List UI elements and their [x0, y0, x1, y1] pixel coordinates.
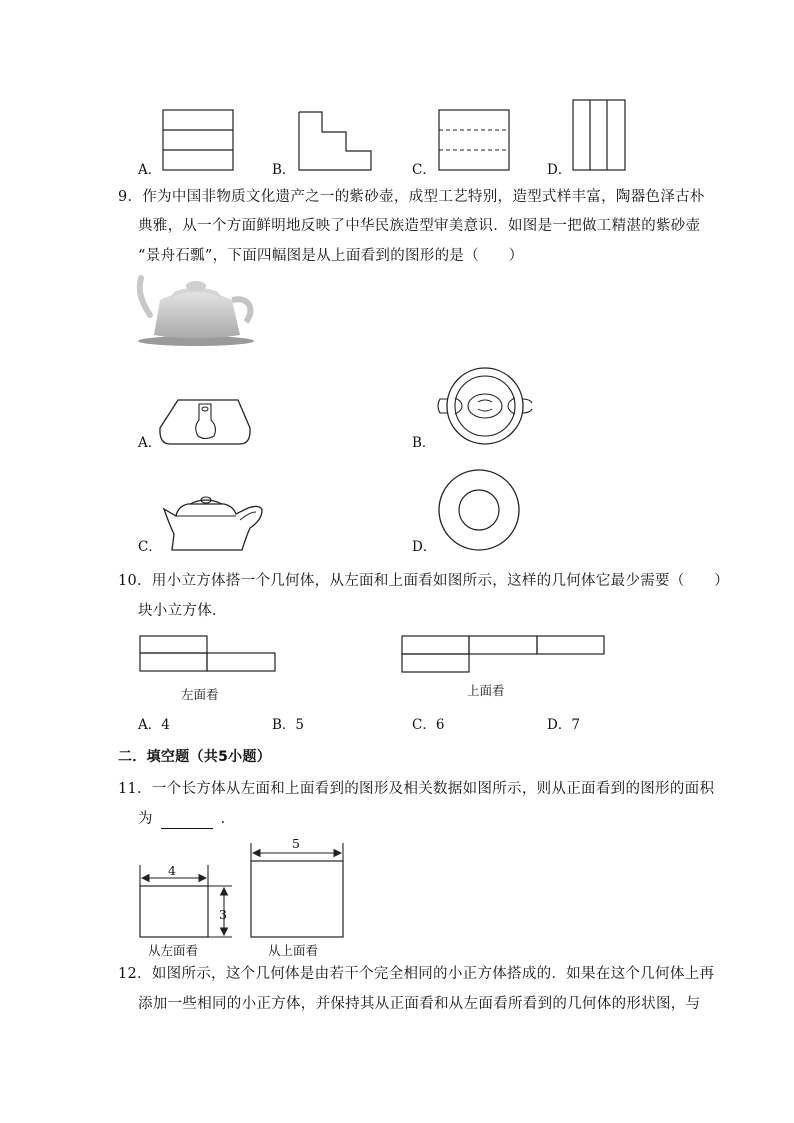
q10-left-view-caption: 左面看: [181, 687, 219, 702]
q10-option-a[interactable]: A．4: [138, 717, 170, 733]
q11-top-width-label: 5: [292, 836, 300, 851]
q11-left-height-label: 3: [219, 907, 227, 922]
q9-text-line-3: “景舟石瓢”，下面四幅图是从上面看到的图形的是（ ）: [138, 248, 524, 264]
q11-text-suffix: ．: [220, 811, 236, 827]
q10-text-line-1: 10．用小立方体搭一个几何体，从左面和上面看如图所示，这样的几何体它最少需要（ ）: [118, 573, 730, 589]
q8-option-b-label[interactable]: B．: [272, 162, 296, 178]
q12-text-line-1: 12．如图所示，这个几何体是由若干个完全相同的小正方体搭成的．如果在这个几何体上再: [118, 966, 715, 982]
q8-option-d-label[interactable]: D．: [547, 162, 572, 178]
section-2-title: 二．填空题（共5小题）: [118, 749, 272, 765]
q11-text-prefix: 为: [138, 811, 153, 827]
q11-left-caption: 从左面看: [148, 943, 199, 958]
q11-text-line-1: 11．一个长方体从左面和上面看到的图形及相关数据如图所示，则从正面看到的图形的面积: [118, 781, 715, 797]
q9-option-c-label[interactable]: C．: [138, 539, 162, 555]
q10-option-b[interactable]: B．5: [272, 717, 305, 733]
q9-text-line-1: 9．作为中国非物质文化遗产之一的紫砂壶，成型工艺特别，造型式样丰富，陶器色泽古朴: [118, 189, 705, 205]
q9-option-a-label[interactable]: A．: [138, 435, 162, 451]
q10-text-line-2: 块小立方体．: [138, 603, 227, 619]
q10-option-c[interactable]: C．6: [412, 717, 445, 733]
q9-option-b-label[interactable]: B．: [412, 435, 436, 451]
q10-option-d[interactable]: D．7: [547, 717, 580, 733]
q11-top-caption: 从上面看: [268, 943, 319, 958]
q11-left-width-label: 4: [168, 863, 176, 878]
q8-option-c-label[interactable]: C．: [412, 162, 436, 178]
q9-option-d-label[interactable]: D．: [412, 539, 437, 555]
q8-option-a-label[interactable]: A．: [138, 162, 162, 178]
q12-text-line-2: 添加一些相同的小正方体，并保持其从正面看和从左面看所看到的几何体的形状图，与: [138, 996, 701, 1012]
q9-text-line-2: 典雅，从一个方面鲜明地反映了中华民族造型审美意识．如图是一把做工精湛的紫砂壶: [138, 218, 701, 234]
q10-top-view-caption: 上面看: [467, 683, 505, 698]
